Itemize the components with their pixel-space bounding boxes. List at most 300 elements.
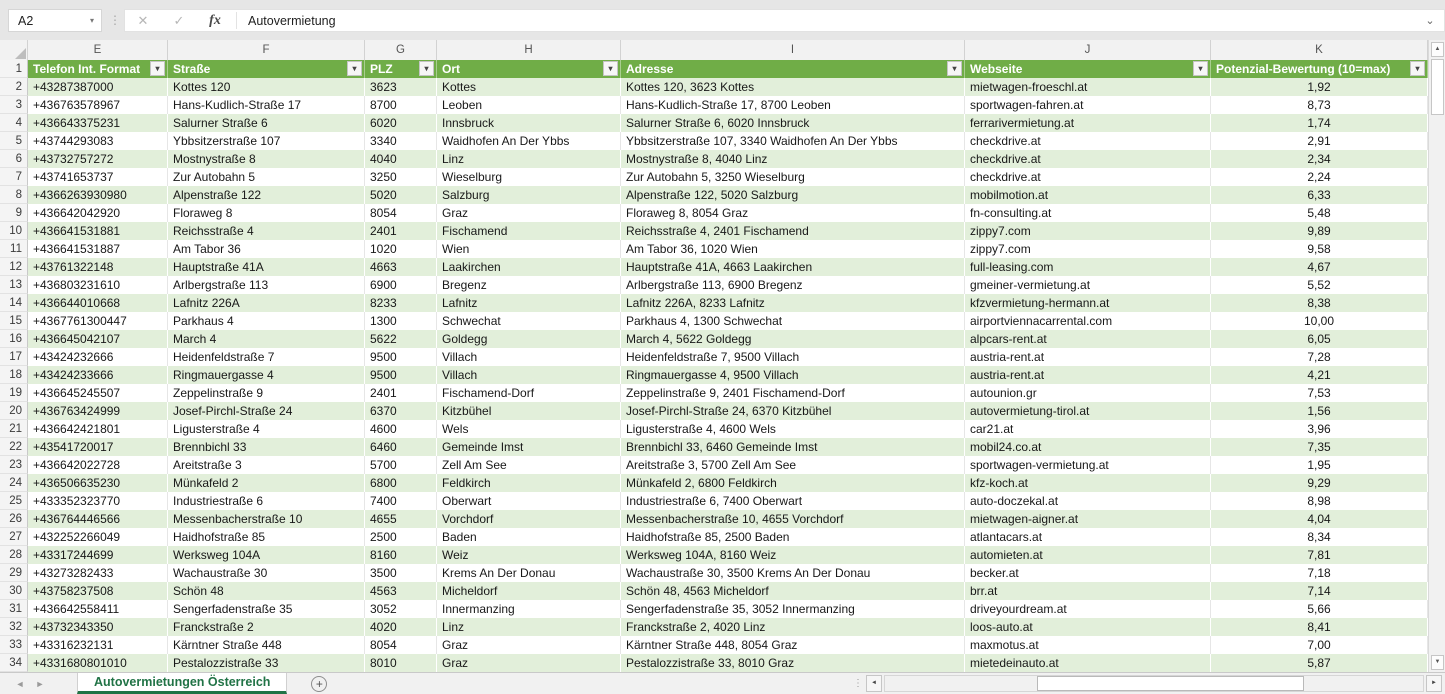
cell[interactable]: +436642558411 — [28, 600, 168, 618]
cell[interactable]: 7,00 — [1211, 636, 1428, 654]
cell[interactable]: 4,67 — [1211, 258, 1428, 276]
row-header[interactable]: 22 — [0, 438, 28, 456]
cell[interactable]: Ringmauergasse 4 — [168, 366, 365, 384]
cell[interactable]: Zell Am See — [437, 456, 621, 474]
cell[interactable]: Floraweg 8, 8054 Graz — [621, 204, 965, 222]
cell[interactable]: Salurner Straße 6, 6020 Innsbruck — [621, 114, 965, 132]
cell[interactable]: Innsbruck — [437, 114, 621, 132]
row-header[interactable]: 7 — [0, 168, 28, 186]
name-box[interactable] — [8, 9, 102, 32]
cell[interactable]: ferrarivermietung.at — [965, 114, 1211, 132]
cell[interactable]: 6460 — [365, 438, 437, 456]
cell[interactable]: +433352323770 — [28, 492, 168, 510]
cell[interactable]: Wien — [437, 240, 621, 258]
row-header[interactable]: 19 — [0, 384, 28, 402]
row-header[interactable]: 33 — [0, 636, 28, 654]
cell[interactable]: airportviennacarrental.com — [965, 312, 1211, 330]
cell[interactable]: zippy7.com — [965, 222, 1211, 240]
row-header[interactable]: 21 — [0, 420, 28, 438]
sheet-nav-right-icon[interactable]: ► — [35, 678, 45, 689]
cell[interactable]: 9500 — [365, 348, 437, 366]
cell[interactable]: Weiz — [437, 546, 621, 564]
cell[interactable]: Ligusterstraße 4 — [168, 420, 365, 438]
cell[interactable]: +436763578967 — [28, 96, 168, 114]
cell[interactable]: +436641531881 — [28, 222, 168, 240]
cell[interactable]: Schön 48 — [168, 582, 365, 600]
cell[interactable]: Hauptstraße 41A, 4663 Laakirchen — [621, 258, 965, 276]
cell[interactable]: Villach — [437, 366, 621, 384]
cell[interactable]: 6020 — [365, 114, 437, 132]
row-header[interactable]: 8 — [0, 186, 28, 204]
cell[interactable]: 4,21 — [1211, 366, 1428, 384]
cell[interactable]: 4600 — [365, 420, 437, 438]
cell[interactable]: Krems An Der Donau — [437, 564, 621, 582]
column-letter-E[interactable]: E — [28, 40, 168, 60]
cell[interactable]: Wels — [437, 420, 621, 438]
cell[interactable]: 1,92 — [1211, 78, 1428, 96]
cell[interactable]: 5,87 — [1211, 654, 1428, 672]
cell[interactable]: 9,58 — [1211, 240, 1428, 258]
row-header[interactable]: 9 — [0, 204, 28, 222]
cell[interactable]: Wachaustraße 30, 3500 Krems An Der Donau — [621, 564, 965, 582]
row-header[interactable]: 31 — [0, 600, 28, 618]
cell[interactable]: sportwagen-fahren.at — [965, 96, 1211, 114]
cell[interactable]: 8700 — [365, 96, 437, 114]
column-letter-F[interactable]: F — [168, 40, 365, 60]
cell[interactable]: 8160 — [365, 546, 437, 564]
cell[interactable]: Hans-Kudlich-Straße 17, 8700 Leoben — [621, 96, 965, 114]
formula-bar-grip-icon[interactable]: ⋮ — [109, 13, 121, 27]
cell[interactable]: kfz-koch.at — [965, 474, 1211, 492]
cell[interactable]: March 4 — [168, 330, 365, 348]
cell[interactable]: Heidenfeldstraße 7, 9500 Villach — [621, 348, 965, 366]
cell[interactable]: mietwagen-froeschl.at — [965, 78, 1211, 96]
cell[interactable]: Salzburg — [437, 186, 621, 204]
cell[interactable]: 4655 — [365, 510, 437, 528]
cell[interactable]: Graz — [437, 204, 621, 222]
column-letter-K[interactable]: K — [1211, 40, 1428, 60]
cell[interactable]: fn-consulting.at — [965, 204, 1211, 222]
cell[interactable]: full-leasing.com — [965, 258, 1211, 276]
cell[interactable]: 3623 — [365, 78, 437, 96]
cell[interactable]: checkdrive.at — [965, 168, 1211, 186]
cell[interactable]: +4367761300447 — [28, 312, 168, 330]
row-header[interactable]: 32 — [0, 618, 28, 636]
cell[interactable]: +43424233666 — [28, 366, 168, 384]
cell[interactable]: Pestalozzistraße 33 — [168, 654, 365, 672]
row-header[interactable]: 12 — [0, 258, 28, 276]
column-letter-G[interactable]: G — [365, 40, 437, 60]
cell[interactable]: Linz — [437, 150, 621, 168]
scroll-right-arrow-icon[interactable]: ► — [1426, 675, 1442, 692]
cell[interactable]: Zur Autobahn 5, 3250 Wieselburg — [621, 168, 965, 186]
row-header[interactable]: 6 — [0, 150, 28, 168]
row-header[interactable]: 25 — [0, 492, 28, 510]
cell[interactable]: 6800 — [365, 474, 437, 492]
cell[interactable]: 3052 — [365, 600, 437, 618]
cell[interactable]: +43744293083 — [28, 132, 168, 150]
cell[interactable]: Waidhofen An Der Ybbs — [437, 132, 621, 150]
cell[interactable]: Zeppelinstraße 9 — [168, 384, 365, 402]
cell[interactable]: Arlbergstraße 113 — [168, 276, 365, 294]
cell[interactable]: mietwagen-aigner.at — [965, 510, 1211, 528]
row-header[interactable]: 16 — [0, 330, 28, 348]
row-header[interactable]: 14 — [0, 294, 28, 312]
cell[interactable]: Goldegg — [437, 330, 621, 348]
cell[interactable]: Ybbsitzerstraße 107, 3340 Waidhofen An Der Ybbs — [621, 132, 965, 150]
sheet-nav-left-icon[interactable]: ◄ — [15, 678, 25, 689]
cell[interactable]: austria-rent.at — [965, 348, 1211, 366]
cell[interactable]: 7,18 — [1211, 564, 1428, 582]
cell[interactable]: Graz — [437, 636, 621, 654]
column-letter-J[interactable]: J — [965, 40, 1211, 60]
cell[interactable]: +436645245507 — [28, 384, 168, 402]
cell[interactable]: +43741653737 — [28, 168, 168, 186]
cell[interactable]: Kottes — [437, 78, 621, 96]
cell[interactable]: loos-auto.at — [965, 618, 1211, 636]
cell[interactable]: Fischamend — [437, 222, 621, 240]
horizontal-scrollbar[interactable] — [884, 675, 1424, 692]
cell[interactable]: +436645042107 — [28, 330, 168, 348]
filter-dropdown-button[interactable]: ▾ — [347, 61, 362, 76]
cell[interactable]: Parkhaus 4, 1300 Schwechat — [621, 312, 965, 330]
cell[interactable]: mobilmotion.at — [965, 186, 1211, 204]
cell[interactable]: Heidenfeldstraße 7 — [168, 348, 365, 366]
cell[interactable]: Hans-Kudlich-Straße 17 — [168, 96, 365, 114]
cell[interactable]: Graz — [437, 654, 621, 672]
cell[interactable]: 7,28 — [1211, 348, 1428, 366]
cell[interactable]: +436644010668 — [28, 294, 168, 312]
cell[interactable]: autounion.gr — [965, 384, 1211, 402]
cell[interactable]: Sengerfadenstraße 35 — [168, 600, 365, 618]
cell[interactable]: austria-rent.at — [965, 366, 1211, 384]
cell[interactable]: Industriestraße 6 — [168, 492, 365, 510]
cell[interactable]: +43287387000 — [28, 78, 168, 96]
cell[interactable]: 8054 — [365, 636, 437, 654]
cell[interactable]: 2500 — [365, 528, 437, 546]
cell[interactable]: +43761322148 — [28, 258, 168, 276]
cell[interactable]: Salurner Straße 6 — [168, 114, 365, 132]
cell[interactable]: 4040 — [365, 150, 437, 168]
cell[interactable]: Lafnitz 226A, 8233 Lafnitz — [621, 294, 965, 312]
row-header[interactable]: 18 — [0, 366, 28, 384]
cell[interactable]: 6,05 — [1211, 330, 1428, 348]
cell[interactable]: Schwechat — [437, 312, 621, 330]
cell[interactable]: 1,95 — [1211, 456, 1428, 474]
cell[interactable]: Floraweg 8 — [168, 204, 365, 222]
filter-dropdown-button[interactable]: ▾ — [419, 61, 434, 76]
cell[interactable]: atlantacars.at — [965, 528, 1211, 546]
cell[interactable]: +436763424999 — [28, 402, 168, 420]
cell[interactable]: +43424232666 — [28, 348, 168, 366]
cell[interactable]: Münkafeld 2 — [168, 474, 365, 492]
cell[interactable]: Werksweg 104A, 8160 Weiz — [621, 546, 965, 564]
cell[interactable]: 6370 — [365, 402, 437, 420]
cell[interactable]: 4,04 — [1211, 510, 1428, 528]
cell[interactable]: Arlbergstraße 113, 6900 Bregenz — [621, 276, 965, 294]
cell[interactable]: Franckstraße 2, 4020 Linz — [621, 618, 965, 636]
chevron-down-icon[interactable]: ▾ — [89, 16, 94, 25]
cell[interactable]: Josef-Pirchl-Straße 24, 6370 Kitzbühel — [621, 402, 965, 420]
enter-check-icon[interactable]: ✓ — [173, 12, 185, 28]
row-header[interactable]: 30 — [0, 582, 28, 600]
cell[interactable]: 8,98 — [1211, 492, 1428, 510]
row-header[interactable]: 26 — [0, 510, 28, 528]
cell[interactable]: 6900 — [365, 276, 437, 294]
cell[interactable]: Wieselburg — [437, 168, 621, 186]
cell[interactable]: +43317244699 — [28, 546, 168, 564]
cell[interactable]: brr.at — [965, 582, 1211, 600]
select-all-corner[interactable] — [0, 40, 28, 60]
cell[interactable]: +436506635230 — [28, 474, 168, 492]
cell[interactable]: Pestalozzistraße 33, 8010 Graz — [621, 654, 965, 672]
cell[interactable]: 4563 — [365, 582, 437, 600]
formula-bar-expand-icon[interactable]: ⌄ — [1425, 15, 1435, 27]
cell[interactable]: 3,96 — [1211, 420, 1428, 438]
cell[interactable]: Bregenz — [437, 276, 621, 294]
cell[interactable]: Franckstraße 2 — [168, 618, 365, 636]
cell[interactable]: Hauptstraße 41A — [168, 258, 365, 276]
cell[interactable]: 8,34 — [1211, 528, 1428, 546]
cell[interactable]: 1300 — [365, 312, 437, 330]
cell[interactable]: Josef-Pirchl-Straße 24 — [168, 402, 365, 420]
row-header[interactable]: 24 — [0, 474, 28, 492]
cell[interactable]: 5,48 — [1211, 204, 1428, 222]
cell[interactable]: Lafnitz — [437, 294, 621, 312]
cell[interactable]: alpcars-rent.at — [965, 330, 1211, 348]
cell[interactable]: driveyourdream.at — [965, 600, 1211, 618]
cell[interactable]: becker.at — [965, 564, 1211, 582]
filter-dropdown-button[interactable]: ▾ — [150, 61, 165, 76]
cell[interactable]: sportwagen-vermietung.at — [965, 456, 1211, 474]
cell[interactable]: Areitstraße 3 — [168, 456, 365, 474]
cell[interactable]: +436641531887 — [28, 240, 168, 258]
cell[interactable]: 9500 — [365, 366, 437, 384]
scroll-up-arrow-icon[interactable]: ▲ — [1431, 42, 1444, 57]
cell[interactable]: 10,00 — [1211, 312, 1428, 330]
cell[interactable]: auto-doczekal.at — [965, 492, 1211, 510]
cell[interactable]: 4020 — [365, 618, 437, 636]
cell[interactable]: Haidhofstraße 85, 2500 Baden — [621, 528, 965, 546]
cell[interactable]: automieten.at — [965, 546, 1211, 564]
cell[interactable]: Werksweg 104A — [168, 546, 365, 564]
cell[interactable]: +43316232131 — [28, 636, 168, 654]
cell[interactable]: Sengerfadenstraße 35, 3052 Innermanzing — [621, 600, 965, 618]
cell[interactable]: Mostnystraße 8, 4040 Linz — [621, 150, 965, 168]
cell[interactable]: 1,74 — [1211, 114, 1428, 132]
row-header[interactable]: 15 — [0, 312, 28, 330]
cell[interactable]: Brennbichl 33, 6460 Gemeinde Imst — [621, 438, 965, 456]
cell[interactable]: 5700 — [365, 456, 437, 474]
cell[interactable]: Am Tabor 36 — [168, 240, 365, 258]
cell[interactable]: 2,34 — [1211, 150, 1428, 168]
cell[interactable]: Micheldorf — [437, 582, 621, 600]
cell[interactable]: Reichsstraße 4 — [168, 222, 365, 240]
row-header[interactable]: 17 — [0, 348, 28, 366]
cell[interactable]: 2401 — [365, 222, 437, 240]
cell[interactable]: Reichsstraße 4, 2401 Fischamend — [621, 222, 965, 240]
cell[interactable]: Am Tabor 36, 1020 Wien — [621, 240, 965, 258]
cell[interactable]: Kottes 120, 3623 Kottes — [621, 78, 965, 96]
row-header[interactable]: 28 — [0, 546, 28, 564]
vertical-scrollbar[interactable] — [1428, 40, 1445, 672]
cell[interactable]: gmeiner-vermietung.at — [965, 276, 1211, 294]
cell[interactable]: Leoben — [437, 96, 621, 114]
cell[interactable]: 3340 — [365, 132, 437, 150]
cell[interactable]: Feldkirch — [437, 474, 621, 492]
cell[interactable]: checkdrive.at — [965, 150, 1211, 168]
scrollbar-grip-icon[interactable]: ⋮ — [853, 677, 863, 689]
cell[interactable]: Messenbacherstraße 10, 4655 Vorchdorf — [621, 510, 965, 528]
cell[interactable]: mietedeinauto.at — [965, 654, 1211, 672]
cell[interactable]: 5622 — [365, 330, 437, 348]
cell[interactable]: 8010 — [365, 654, 437, 672]
row-header[interactable]: 5 — [0, 132, 28, 150]
cell[interactable]: 1020 — [365, 240, 437, 258]
sheet-tab-active[interactable] — [77, 673, 287, 694]
formula-input[interactable]: Autovermietung — [248, 13, 336, 28]
cell[interactable]: Ringmauergasse 4, 9500 Villach — [621, 366, 965, 384]
cell[interactable]: 7,14 — [1211, 582, 1428, 600]
scroll-down-arrow-icon[interactable]: ▼ — [1431, 655, 1444, 670]
cell[interactable]: 7,81 — [1211, 546, 1428, 564]
cell[interactable]: Ligusterstraße 4, 4600 Wels — [621, 420, 965, 438]
cell[interactable]: Linz — [437, 618, 621, 636]
horizontal-scroll-thumb[interactable] — [1037, 676, 1304, 691]
cell[interactable]: Messenbacherstraße 10 — [168, 510, 365, 528]
cell[interactable]: Gemeinde Imst — [437, 438, 621, 456]
cell[interactable]: Alpenstraße 122, 5020 Salzburg — [621, 186, 965, 204]
cell[interactable]: +4331680801010 — [28, 654, 168, 672]
row-header[interactable]: 23 — [0, 456, 28, 474]
cell[interactable]: 5,66 — [1211, 600, 1428, 618]
cell[interactable]: Industriestraße 6, 7400 Oberwart — [621, 492, 965, 510]
cell[interactable]: +4366263930980 — [28, 186, 168, 204]
cell[interactable]: +436642421801 — [28, 420, 168, 438]
cell[interactable]: 8233 — [365, 294, 437, 312]
row-header[interactable]: 34 — [0, 654, 28, 672]
row-header[interactable]: 10 — [0, 222, 28, 240]
filter-dropdown-button[interactable]: ▾ — [1193, 61, 1208, 76]
cell[interactable]: Brennbichl 33 — [168, 438, 365, 456]
cell[interactable]: 3500 — [365, 564, 437, 582]
cell[interactable]: 2,91 — [1211, 132, 1428, 150]
cell[interactable]: +432252266049 — [28, 528, 168, 546]
cell[interactable]: Villach — [437, 348, 621, 366]
cell[interactable]: maxmotus.at — [965, 636, 1211, 654]
row-header[interactable]: 20 — [0, 402, 28, 420]
insert-function-icon[interactable]: fx — [209, 12, 221, 28]
cell[interactable]: 6,33 — [1211, 186, 1428, 204]
cell[interactable]: autovermietung-tirol.at — [965, 402, 1211, 420]
cell[interactable]: Schön 48, 4563 Micheldorf — [621, 582, 965, 600]
add-sheet-button[interactable]: + — [311, 676, 327, 692]
row-header[interactable]: 11 — [0, 240, 28, 258]
filter-dropdown-button[interactable]: ▾ — [947, 61, 962, 76]
filter-dropdown-button[interactable]: ▾ — [603, 61, 618, 76]
cell[interactable]: +43758237508 — [28, 582, 168, 600]
row-header[interactable]: 1 — [0, 60, 28, 78]
cell[interactable]: Vorchdorf — [437, 510, 621, 528]
cell[interactable]: Ybbsitzerstraße 107 — [168, 132, 365, 150]
cell[interactable]: 7400 — [365, 492, 437, 510]
cell[interactable]: checkdrive.at — [965, 132, 1211, 150]
cell[interactable]: mobil24.co.at — [965, 438, 1211, 456]
cell[interactable]: 7,35 — [1211, 438, 1428, 456]
cell[interactable]: Kottes 120 — [168, 78, 365, 96]
cell[interactable]: Fischamend-Dorf — [437, 384, 621, 402]
cell[interactable]: 5,52 — [1211, 276, 1428, 294]
row-header[interactable]: 27 — [0, 528, 28, 546]
cell[interactable]: +43732757272 — [28, 150, 168, 168]
row-header[interactable]: 2 — [0, 78, 28, 96]
scroll-left-arrow-icon[interactable]: ◄ — [866, 675, 882, 692]
cell[interactable]: 7,53 — [1211, 384, 1428, 402]
cell[interactable]: Parkhaus 4 — [168, 312, 365, 330]
vertical-scroll-thumb[interactable] — [1431, 59, 1444, 115]
column-letter-H[interactable]: H — [437, 40, 621, 60]
cell[interactable]: Zeppelinstraße 9, 2401 Fischamend-Dorf — [621, 384, 965, 402]
cell[interactable]: 8,38 — [1211, 294, 1428, 312]
cell[interactable]: +436643375231 — [28, 114, 168, 132]
cell[interactable]: +43732343350 — [28, 618, 168, 636]
cell[interactable]: 4663 — [365, 258, 437, 276]
cell[interactable]: car21.at — [965, 420, 1211, 438]
row-header[interactable]: 29 — [0, 564, 28, 582]
cell[interactable]: +436803231610 — [28, 276, 168, 294]
cell[interactable]: Kärntner Straße 448, 8054 Graz — [621, 636, 965, 654]
cell[interactable]: +436642042920 — [28, 204, 168, 222]
cancel-icon[interactable]: ✕ — [137, 12, 149, 28]
cell[interactable]: 5020 — [365, 186, 437, 204]
cell[interactable]: Haidhofstraße 85 — [168, 528, 365, 546]
cell[interactable]: Oberwart — [437, 492, 621, 510]
cell[interactable]: +436764446566 — [28, 510, 168, 528]
cell[interactable]: 2,24 — [1211, 168, 1428, 186]
row-header[interactable]: 13 — [0, 276, 28, 294]
cell[interactable]: Alpenstraße 122 — [168, 186, 365, 204]
filter-dropdown-button[interactable]: ▾ — [1410, 61, 1425, 76]
row-header[interactable]: 3 — [0, 96, 28, 114]
cell[interactable]: Mostnystraße 8 — [168, 150, 365, 168]
cell[interactable]: Areitstraße 3, 5700 Zell Am See — [621, 456, 965, 474]
cell[interactable]: 8054 — [365, 204, 437, 222]
cell[interactable]: Baden — [437, 528, 621, 546]
cell[interactable]: +43273282433 — [28, 564, 168, 582]
cell[interactable]: March 4, 5622 Goldegg — [621, 330, 965, 348]
cell[interactable]: zippy7.com — [965, 240, 1211, 258]
cell[interactable]: kfzvermietung-hermann.at — [965, 294, 1211, 312]
cell[interactable]: 9,29 — [1211, 474, 1428, 492]
cell[interactable]: Innermanzing — [437, 600, 621, 618]
cell[interactable]: 3250 — [365, 168, 437, 186]
cell[interactable]: 2401 — [365, 384, 437, 402]
row-header[interactable]: 4 — [0, 114, 28, 132]
cell[interactable]: Münkafeld 2, 6800 Feldkirch — [621, 474, 965, 492]
column-letter-I[interactable]: I — [621, 40, 965, 60]
cell[interactable]: Wachaustraße 30 — [168, 564, 365, 582]
cell[interactable]: Laakirchen — [437, 258, 621, 276]
cell[interactable]: Zur Autobahn 5 — [168, 168, 365, 186]
cell[interactable]: 8,41 — [1211, 618, 1428, 636]
cell[interactable]: 9,89 — [1211, 222, 1428, 240]
cell[interactable]: Lafnitz 226A — [168, 294, 365, 312]
cell[interactable]: 1,56 — [1211, 402, 1428, 420]
cell[interactable]: +436642022728 — [28, 456, 168, 474]
cell[interactable]: +43541720017 — [28, 438, 168, 456]
cell[interactable]: Kärntner Straße 448 — [168, 636, 365, 654]
cell[interactable]: Kitzbühel — [437, 402, 621, 420]
